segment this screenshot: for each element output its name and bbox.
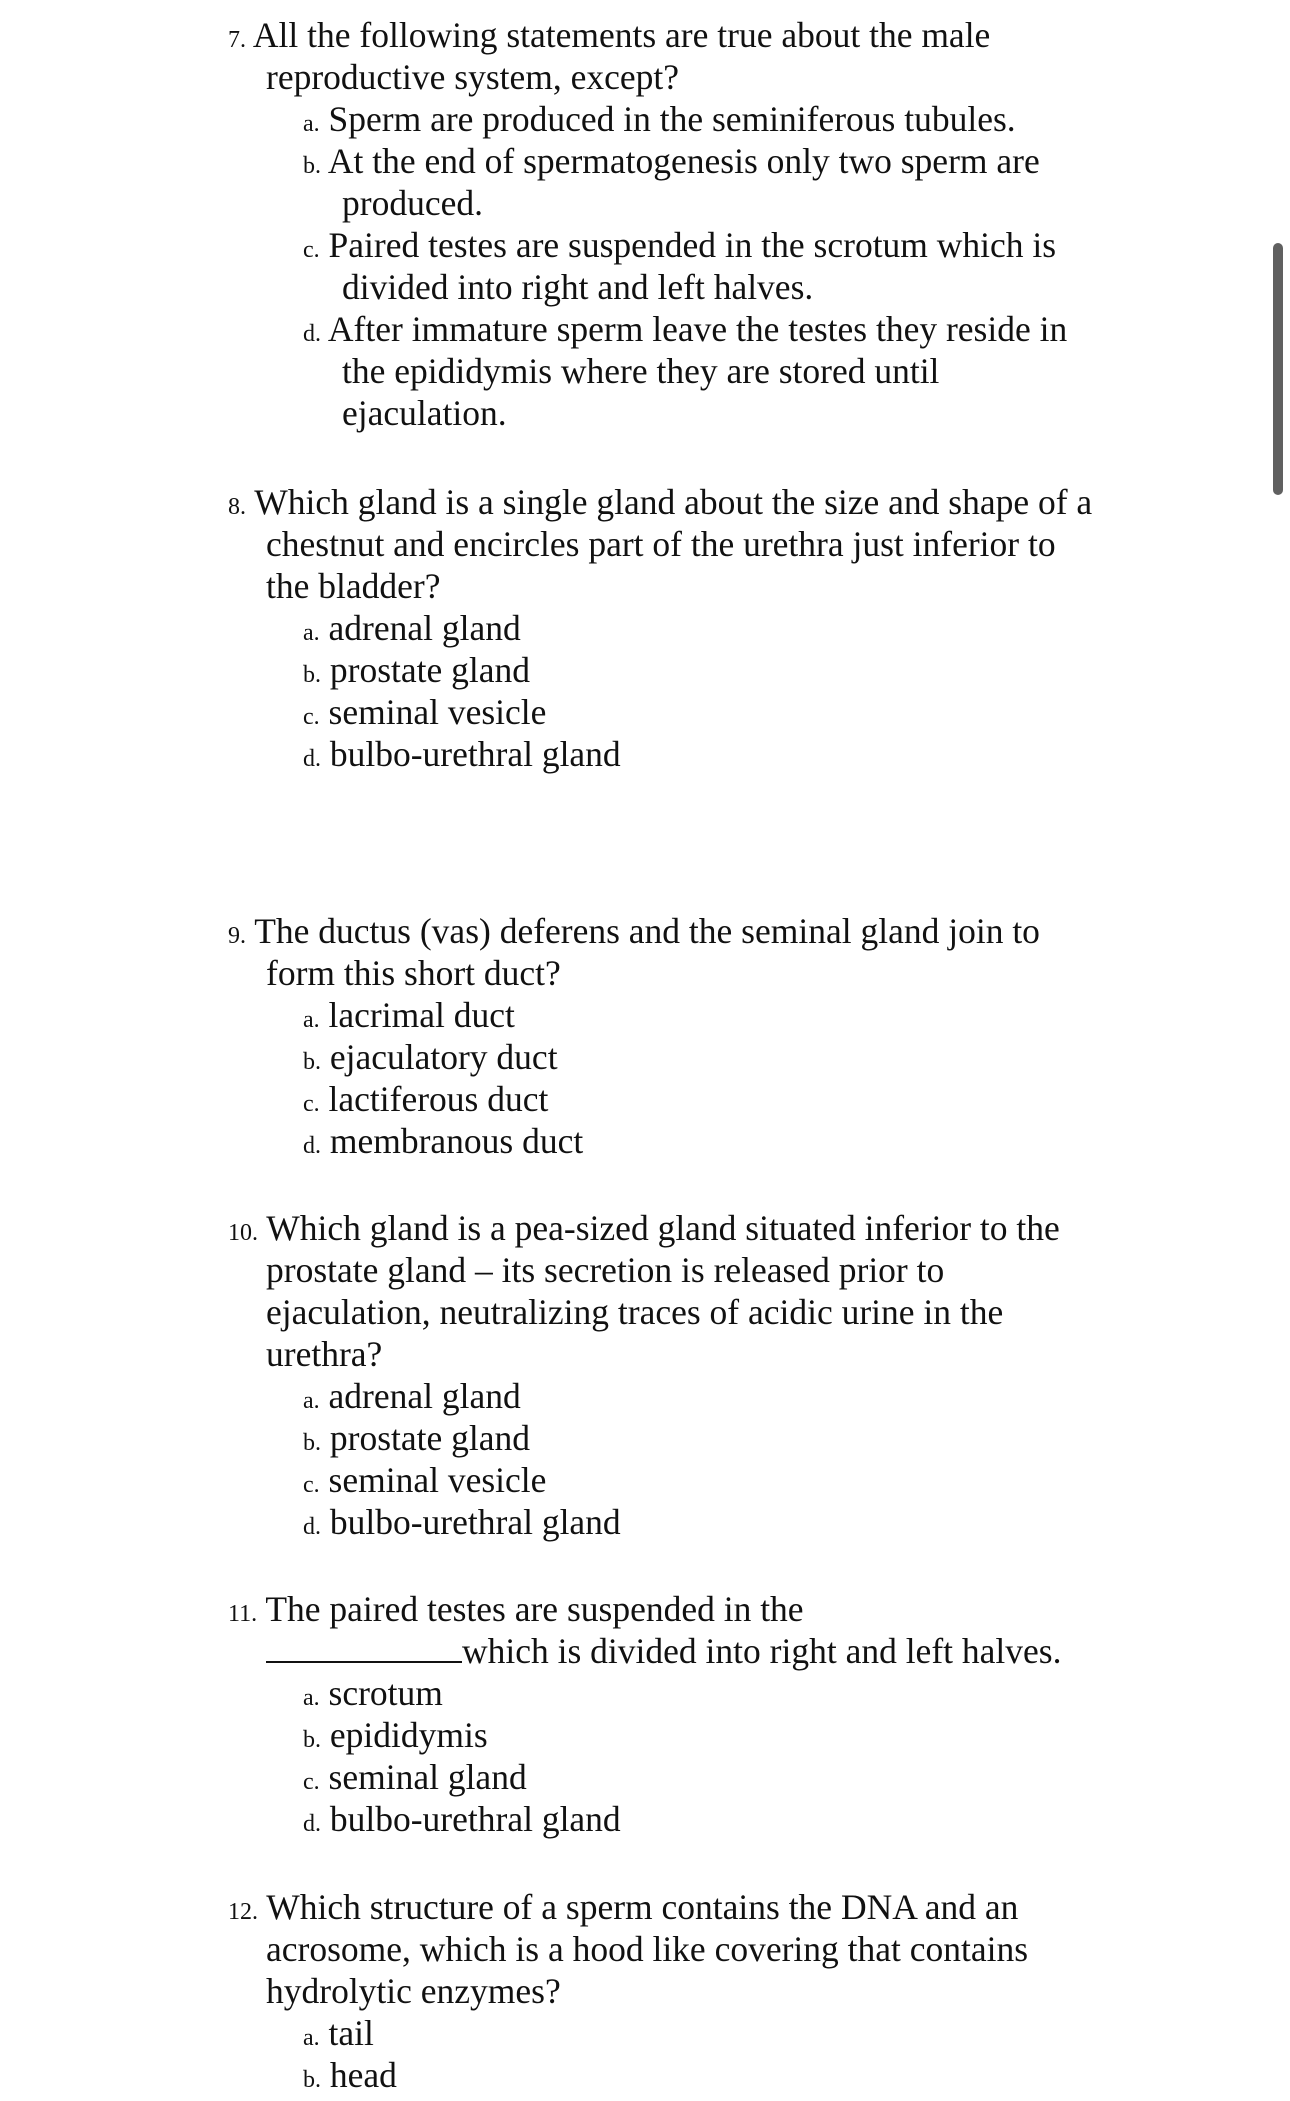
option-b[interactable]: b. epididymis: [303, 1715, 488, 1755]
option-c[interactable]: c. lactiferous duct: [303, 1079, 549, 1119]
option-b[interactable]: b. prostate gland: [303, 1418, 530, 1458]
option-d[interactable]: d. bulbo-urethral gland: [303, 1799, 621, 1839]
option-c[interactable]: c. seminal gland: [303, 1757, 527, 1797]
question-stem-line: which is divided into right and left halves.: [266, 1630, 1061, 1672]
question-stem-line: 11. The paired testes are suspended in the: [228, 1589, 804, 1629]
option-d[interactable]: d. After immature sperm leave the testes they reside in: [303, 309, 1068, 349]
option-a[interactable]: a. tail: [303, 2013, 374, 2053]
option-d-continued: the epididymis where they are stored until: [342, 351, 940, 391]
question-number: 12.: [228, 1899, 258, 1925]
option-a[interactable]: a. Sperm are produced in the seminiferous tubules.: [303, 99, 1016, 139]
option-a[interactable]: a. scrotum: [303, 1673, 443, 1713]
option-a[interactable]: a. adrenal gland: [303, 1376, 521, 1416]
option-d[interactable]: d. bulbo-urethral gland: [303, 1502, 621, 1542]
option-c[interactable]: c. seminal vesicle: [303, 692, 547, 732]
question-stem-line: form this short duct?: [266, 953, 561, 993]
option-d[interactable]: d. membranous duct: [303, 1121, 584, 1161]
fill-in-blank: [266, 1631, 462, 1663]
question-stem-line: 7. All the following statements are true about the male: [228, 15, 991, 55]
option-c[interactable]: c. Paired testes are suspended in the scrotum which is: [303, 225, 1057, 265]
option-b[interactable]: b. ejaculatory duct: [303, 1037, 558, 1077]
question-stem-line: 9. The ductus (vas) deferens and the seminal gland join to: [228, 911, 1040, 951]
option-d-continued: ejaculation.: [342, 393, 507, 433]
question-stem-line: the bladder?: [266, 566, 441, 606]
question-stem-line: urethra?: [266, 1334, 383, 1374]
question-number: 10.: [228, 1220, 258, 1246]
question-stem-line: reproductive system, except?: [266, 57, 680, 97]
question-stem-line: 12. Which structure of a sperm contains the DNA and an: [228, 1887, 1019, 1927]
question-stem-line: ejaculation, neutralizing traces of acidic urine in the: [266, 1292, 1004, 1332]
option-a[interactable]: a. lacrimal duct: [303, 995, 515, 1035]
question-stem-line: prostate gland – its secretion is released prior to: [266, 1250, 945, 1290]
question-stem-line: 10. Which gland is a pea-sized gland situated inferior to the: [228, 1208, 1060, 1248]
question-number: 8.: [228, 494, 246, 520]
question-number: 7.: [228, 27, 246, 53]
option-a[interactable]: a. adrenal gland: [303, 608, 521, 648]
option-b-continued: produced.: [342, 183, 483, 223]
question-stem-line: acrosome, which is a hood like covering that contains: [266, 1929, 1029, 1969]
question-stem-line: chestnut and encircles part of the urethra just inferior to: [266, 524, 1056, 564]
option-d[interactable]: d. bulbo-urethral gland: [303, 734, 621, 774]
option-b[interactable]: b. head: [303, 2055, 397, 2095]
option-b[interactable]: b. prostate gland: [303, 650, 530, 690]
vertical-scrollbar-thumb[interactable]: [1273, 243, 1283, 495]
option-c[interactable]: c. seminal vesicle: [303, 1460, 547, 1500]
question-stem-line: 8. Which gland is a single gland about the size and shape of a: [228, 482, 1093, 522]
option-c-continued: divided into right and left halves.: [342, 267, 814, 307]
question-number: 9.: [228, 923, 246, 949]
question-number: 11.: [228, 1601, 258, 1627]
option-b[interactable]: b. At the end of spermatogenesis only two sperm are: [303, 141, 1040, 181]
question-stem-line: hydrolytic enzymes?: [266, 1971, 561, 2011]
